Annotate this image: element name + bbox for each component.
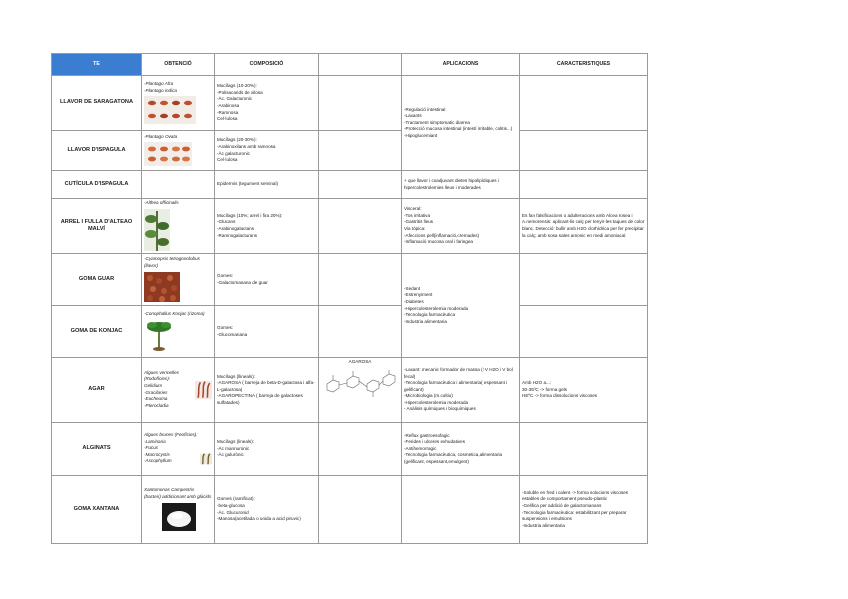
header-composicio: COMPOSICIÓ [215,54,319,76]
characteristics-cell [520,476,648,544]
applications-cell [402,476,520,544]
characteristics-cell [520,306,648,358]
application-line: -Estrenyiment [404,292,433,298]
characteristics-cell [520,171,648,199]
header-aplicacions: APLICACIONS [402,54,520,76]
source-line: Algues vermelles (Rodofícies): [144,369,179,382]
characteristics-cell [520,423,648,476]
characteristic-line: -Tecnologia farmacèutica: estabilitzant per preparar suspensions i emulsions [522,509,627,522]
characteristics-cell [520,254,648,306]
source-line: -Laminaria [144,438,166,444]
characteristic-line: Amb H2O a...: [522,380,552,386]
application-line: + que llavor i coadjuvant dietes hipolipídiques i hipercolestrolemies lleus i moderades [404,177,499,190]
source-line: -Cyamopsis tetragonolobus (llavor) [144,256,200,268]
guar-seeds-photo [144,272,180,302]
composition-line: -AGAROSA ( barreja de beta-D-galactosa i alfa-L-galactosa) [217,380,315,392]
composition-line: -Arabinosa [217,103,240,108]
application-line: -Laxants [404,113,422,119]
composition-line: -Arabinogalactans [217,226,255,231]
composition-cell [215,131,319,171]
characteristic-line: Es fan falsificacions o adulteracions amb Alcea rosea i A.nemorensis: aplicant-lis calç per tenyir-les taques de color blanc. Detecció: bullir amb H2O clorhídrica per fer precipitar la calç; amb sosa sales amonic en medi amoniacal [522,212,645,238]
application-line: -Diabetes [404,298,424,304]
composition-line: Gomes: [217,272,234,278]
table-row [52,199,648,254]
composition-line: Cel·lulosa [217,116,238,122]
characteristics-cell [520,131,648,171]
composition-line: -Ramnogalacturans [217,232,258,238]
composition-cell [215,423,319,476]
source-line: -Althea officinalis [144,200,179,206]
application-line: -Regulació intestinal [404,106,446,112]
structure-cell [319,171,402,199]
application-line: -Gastritis lleus [404,219,434,225]
application-line: -Tos irritativa [404,212,431,218]
source-line: Algues brunes (Feofícies): [144,432,198,438]
xanthan-powder-photo [162,503,196,531]
source-line: -Ascophyllum [144,458,172,464]
source-line: Xantomonas Campestris (bacteri) addicionant amb glúcids [144,487,212,499]
header-obtencio: OBTENCIÓ [142,54,215,76]
composition-line: Epidermis (tegument seminal) [217,181,279,187]
composition-line: Mucílags (10%; arrel i fira 20%): [217,212,283,218]
seed-photo [144,142,192,166]
application-line: -Hipercolesterolemia moderada [404,399,469,405]
table-row [52,306,648,358]
composition-line: Mucílags (20-30%): [217,137,257,143]
composition-cell [215,199,319,254]
structure-cell [319,254,402,306]
composition-line: -beta-glucosa [217,502,245,508]
source-cell [142,254,215,306]
structure-cell [319,306,402,358]
characteristic-line: 30-35ºC -> forma gels [522,386,567,392]
row-name: GOMA GUAR [52,254,142,306]
composition-line: -Polisacarids de xilosa [217,89,263,95]
seed-photo [144,96,196,124]
characteristic-line: -Gelifica per addició de galactomanans [522,502,602,508]
composition-cell [215,358,319,423]
composition-line: Gomes (ramificat): [217,496,255,502]
source-cell [142,171,215,199]
structure-cell [319,423,402,476]
row-name: ALGINATS [52,423,142,476]
seaweed-photo [195,378,212,402]
application-line: -Hipoglucemiant [404,132,438,138]
composition-line: Cel·lulosa [217,157,238,163]
source-cell [142,76,215,131]
row-name: GOMA XANTANA [52,476,142,544]
header-empty [319,54,402,76]
applications-cell [402,358,520,423]
application-line: -Reflux gastroesofagic [404,432,450,438]
composition-line: Mucílags (lineals): [217,439,255,445]
row-name: LLAVOR DE SARAGATONA [52,76,142,131]
table-row [52,76,648,131]
application-line: -Microbiologia (m.cultiu) [404,393,453,399]
source-line: Gelidium [144,382,163,388]
composition-line: -Glucans [217,219,236,225]
application-line: -Tecnologia farmacèutica [404,312,456,318]
application-line: Visceral: [404,206,422,212]
characteristic-line: HEºC -> forma dissolucions viscoses [522,393,598,399]
table-row [52,254,648,306]
characteristics-cell [520,358,648,423]
source-line: -Conophallus Konjac (rizoma) [144,310,205,316]
applications-cell [402,254,520,358]
source-cell [142,358,215,423]
source-cell [142,199,215,254]
application-line: -Afeccions pell(inflamació,cremades) [404,232,480,238]
composition-line: -Àc mannuronic [217,445,250,451]
applications-cell [402,199,520,254]
structure-cell [319,131,402,171]
composition-line: -Manosa(acetilada o unida a acid piruvic) [217,516,301,522]
application-line: -Laxant: mecanic formador de massa (↑V H2O i V bol fecal) [404,366,513,379]
application-line: -Inflamació mucosa oral i faringea [404,239,473,245]
row-name: GOMA DE KONJAC [52,306,142,358]
source-cell [142,476,215,544]
structure-label: AGAROSA [348,359,372,364]
composition-line: -Àc gulurònic [217,452,244,458]
characteristics-cell [520,76,648,131]
header-te: TE [52,54,142,76]
composition-cell [215,76,319,131]
composition-cell [215,171,319,199]
source-line: -Plantago Ovata [144,133,178,139]
characteristics-cell [520,199,648,254]
composition-line: -Àc galacturonic [217,150,250,156]
application-line: Via tòpica: [404,226,426,231]
structure-cell [319,76,402,131]
structure-cell [319,476,402,544]
seaweed-photo [200,453,212,465]
application-line: - Anàlisis químiques i bioquímiques [404,406,476,412]
composition-line: -Arabinoxilans amb ramnosa [217,143,276,149]
table-row [52,131,648,171]
row-name: AGAR [52,358,142,423]
source-line: -Macrocystis [144,451,170,457]
composition-line: Mucílags (10-20%): [217,83,257,89]
herbal-mucilage-table [51,53,648,544]
application-line: -Hipercolesterolemia moderada [404,305,469,311]
table-row [52,171,648,199]
table-row [52,423,648,476]
konjac-plant-photo [144,319,174,351]
source-line: -Eucheuma [144,396,168,402]
agarose-structure-diagram [321,366,397,400]
source-cell [142,423,215,476]
composition-line: Gomes: [217,324,234,330]
structure-cell [319,358,402,423]
header-row [52,54,648,76]
characteristic-line: -Industria alimentaria [522,522,565,528]
row-name: LLAVOR D'ISPAGULA [52,131,142,171]
applications-cell [402,76,520,171]
source-line: -Fucus [144,445,159,451]
row-name: CUTÍCULA D'ISPAGULA [52,171,142,199]
source-line: -Gracilaries [144,389,168,395]
composition-line: -Àc. Glucuronid [217,509,249,515]
application-line: -Tecnologia farmacèutica i alimentaria( espessant i gelificant) [404,380,508,392]
composition-line: -Àc. Galacturonic [217,96,253,102]
composition-line: -Ramnosa [217,109,239,115]
table-row [52,476,648,544]
source-cell [142,306,215,358]
composition-line: Mucílags (llineals): [217,373,256,379]
applications-cell [402,423,520,476]
application-line: -Protecció mucosa intestinal (intestí irritable, colitis...) [404,126,513,132]
application-line: -Industria alimentaria [404,318,447,324]
application-line: -Ferides i ulceres exhudatives [404,439,466,445]
composition-line: -Galactomanana de guar [217,279,268,285]
source-line: -Pterocladia [144,402,169,408]
composition-cell [215,306,319,358]
source-cell [142,131,215,171]
structure-cell [319,199,402,254]
plant-photo [144,209,170,251]
row-name: ARREL I FULLA D'ALTEAO MALVÍ [52,199,142,254]
applications-cell [402,171,520,199]
application-line: -Tractament simptomatic diarrea [404,119,470,125]
header-caracteristiques: CARACTERISTIQUES [520,54,648,76]
composition-line: -Glucomanana [217,331,248,337]
application-line: -Tecnologia farmacèutica, cosmetica,alimentaria (gelificant, espessant,emulgent) [404,452,503,464]
source-line: -Plantago Afra [144,80,174,86]
source-line: -Plantago indica [144,87,177,93]
application-line: -Antihemorragic [404,445,437,451]
table-row [52,358,648,423]
characteristic-line: -Soluble en fred i calent -> forma solucions viscoses estables de comportament pseudo-plastic [522,489,629,502]
composition-cell [215,254,319,306]
composition-line: -AGAROPECTINA ( barreja de galactoses sulfatades) [217,393,303,405]
composition-cell [215,476,319,544]
application-line: -Sedant [404,285,421,291]
